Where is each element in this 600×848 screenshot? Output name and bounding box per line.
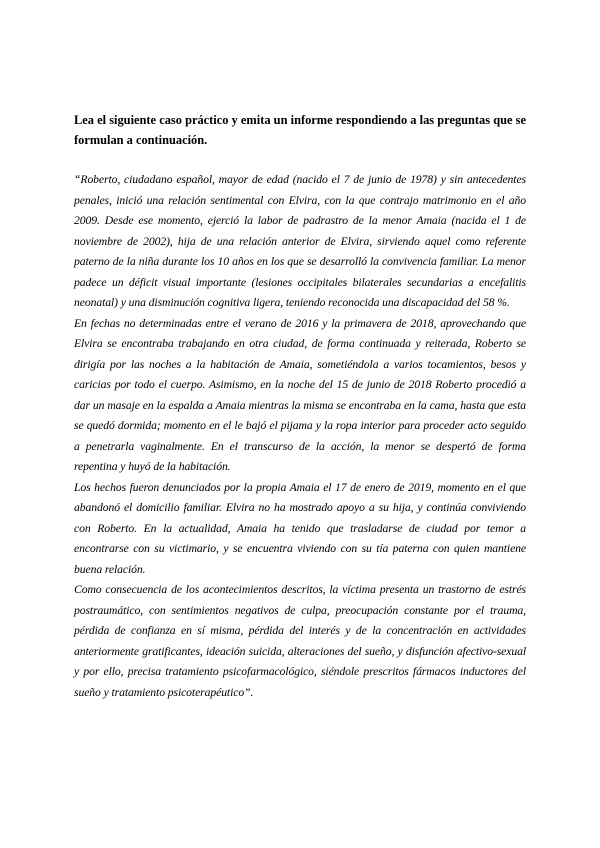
case-paragraph-4: Como consecuencia de los acontecimientos descritos, la víctima presenta un trastorno de estrés postraumático, con sentimientos negativos de culpa, preocupación constante por el trauma, pérdida de confianza en sí misma, pérdida del interés y de la concentración en actividades anteriormente gratificantes, ideación suicida, alteraciones del sueño, y disfunción afectivo-sexual y por ello, precisa tratamiento psicofarmacológico, siéndole prescritos fármacos inductores del sueño y tratamiento psicoterapéutico”. [74, 583, 526, 699]
case-paragraph-1: “Roberto, ciudadano español, mayor de edad (nacido el 7 de junio de 1978) y sin antecedentes penales, inició una relación sentimental con Elvira, con la que contrajo matrimonio en el año 2009. Desde ese momento, ejerció la labor de padrastro de la menor Amaia (nacida el 1 de noviembre de 2002), hija de una relación anterior de Elvira, sirviendo aquel como referente paterno de la niña durante los 10 años en los que se desarrolló la convivencia familiar. La menor padece un déficit visual importante (lesiones occipitales bilaterales secundarias a encefalitis neonatal) y una disminución cognitiva ligera, teniendo reconocida una discapacidad del 58 %. [74, 173, 526, 309]
case-paragraph-2: En fechas no determinadas entre el verano de 2016 y la primavera de 2018, aprovechando que Elvira se encontraba trabajando en otra ciudad, de forma continuada y reiterada, Roberto se dirigía por las noches a la habitación de Amaia, sometiéndola a varios tocamientos, besos y caricias por todo el cuerpo. Asimismo, en la noche del 15 de junio de 2018 Roberto procedió a dar un masaje en la espalda a Amaia mientras la misma se encontraba en la cama, hasta que esta se quedó dormida; momento en el le bajó el pijama y la ropa interior para proceder acto seguido a penetrarla vaginalmente. En el transcurso de la acción, la menor se despertó de forma repentina y huyó de la habitación. [74, 316, 526, 473]
case-text [74, 170, 526, 703]
case-paragraph-3: Los hechos fueron denunciados por la propia Amaia el 17 de enero de 2019, momento en el que abandonó el domicilio familiar. Elvira no ha mostrado apoyo a su hija, y continúa conviviendo con Roberto. En la actualidad, Amaia ha tenido que trasladarse de ciudad por temor a encontrarse con su victimario, y se encuentra viviendo con su tía paterna con quien mantiene buena relación. [74, 480, 526, 576]
instructions-heading: Lea el siguiente caso práctico y emita un informe respondiendo a las preguntas que se formulan a continuación. [74, 113, 526, 147]
